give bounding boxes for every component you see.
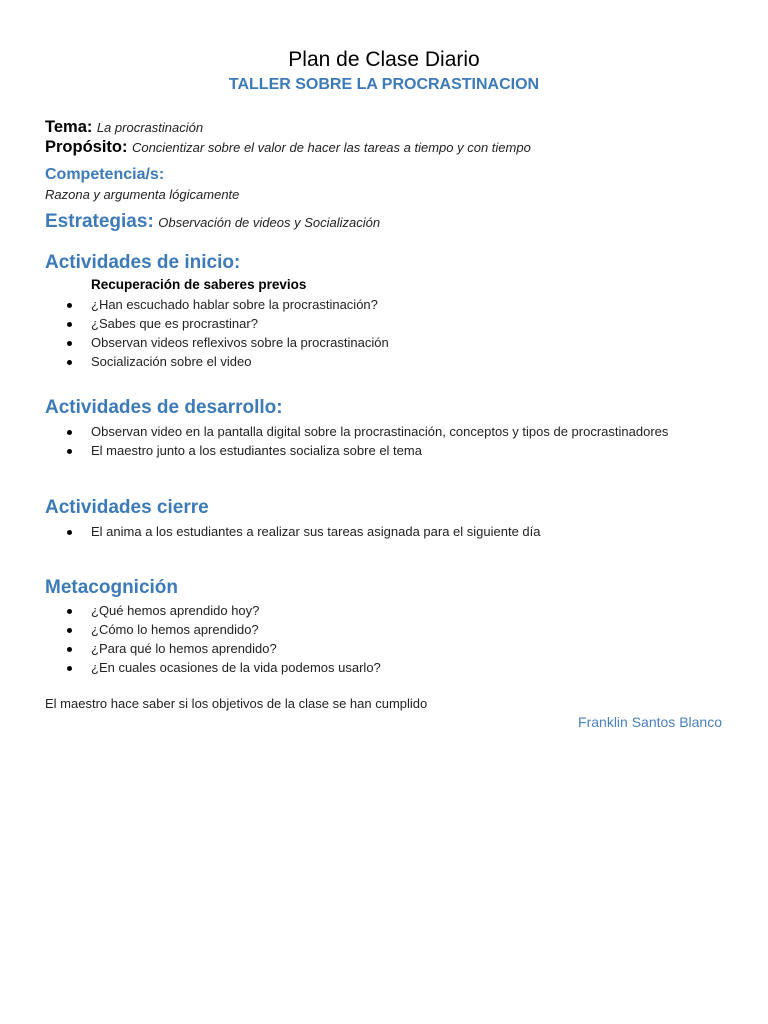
list-item: ¿En cuales ocasiones de la vida podemos usarlo? xyxy=(0,659,381,678)
inicio-heading: Actividades de inicio: xyxy=(45,252,241,273)
page-subtitle: TALLER SOBRE LA PROCRASTINACION xyxy=(228,76,540,93)
list-item: ¿Sabes que es procrastinar? xyxy=(0,315,389,334)
desarrollo-heading: Actividades de desarrollo: xyxy=(45,397,283,418)
inicio-subheading: Recuperación de saberes previos xyxy=(91,277,307,292)
desarrollo-list xyxy=(0,423,668,461)
bullet-icon xyxy=(67,628,72,633)
bullet-icon xyxy=(67,666,72,671)
competencia-value: Razona y argumenta lógicamente xyxy=(45,187,240,202)
tema-row xyxy=(45,118,203,137)
author-signature: Franklin Santos Blanco xyxy=(578,714,722,730)
bullet-icon xyxy=(67,322,72,327)
proposito-row xyxy=(45,138,531,157)
cierre-list xyxy=(0,523,541,542)
metacognicion-list xyxy=(0,602,381,678)
inicio-list xyxy=(0,296,389,372)
list-item: ¿Para qué lo hemos aprendido? xyxy=(0,640,381,659)
bullet-icon xyxy=(67,341,72,346)
tema-value: La procrastinación xyxy=(96,120,204,135)
proposito-value: Concientizar sobre el valor de hacer las tareas a tiempo y con tiempo xyxy=(131,140,531,155)
competencia-label: Competencia/s: xyxy=(45,166,165,183)
proposito-label: Propósito: xyxy=(45,138,128,156)
list-item: Observan video en la pantalla digital sobre la procrastinación, conceptos y tipos de procrastinadores xyxy=(0,423,668,442)
estrategias-value: Observación de videos y Socialización xyxy=(158,215,381,230)
bullet-icon xyxy=(67,360,72,365)
list-item: El anima a los estudiantes a realizar sus tareas asignada para el siguiente día xyxy=(0,523,541,542)
bullet-icon xyxy=(67,449,72,454)
estrategias-row xyxy=(45,211,380,233)
tema-label: Tema: xyxy=(45,118,93,136)
bullet-icon xyxy=(67,530,72,535)
cierre-heading: Actividades cierre xyxy=(45,497,209,518)
estrategias-label: Estrategias: xyxy=(45,211,154,232)
bullet-icon xyxy=(67,609,72,614)
list-item: ¿Cómo lo hemos aprendido? xyxy=(0,621,381,640)
list-item: El maestro junto a los estudiantes socializa sobre el tema xyxy=(0,442,668,461)
bullet-icon xyxy=(67,430,72,435)
list-item: ¿Qué hemos aprendido hoy? xyxy=(0,602,381,621)
closing-statement: El maestro hace saber si los objetivos de la clase se han cumplido xyxy=(45,696,428,711)
bullet-icon xyxy=(67,303,72,308)
list-item: Socialización sobre el video xyxy=(0,353,389,372)
page-title: Plan de Clase Diario xyxy=(288,48,480,71)
list-item: ¿Han escuchado hablar sobre la procrastinación? xyxy=(0,296,389,315)
bullet-icon xyxy=(67,647,72,652)
list-item: Observan videos reflexivos sobre la procrastinación xyxy=(0,334,389,353)
metacognicion-heading: Metacognición xyxy=(45,577,179,598)
